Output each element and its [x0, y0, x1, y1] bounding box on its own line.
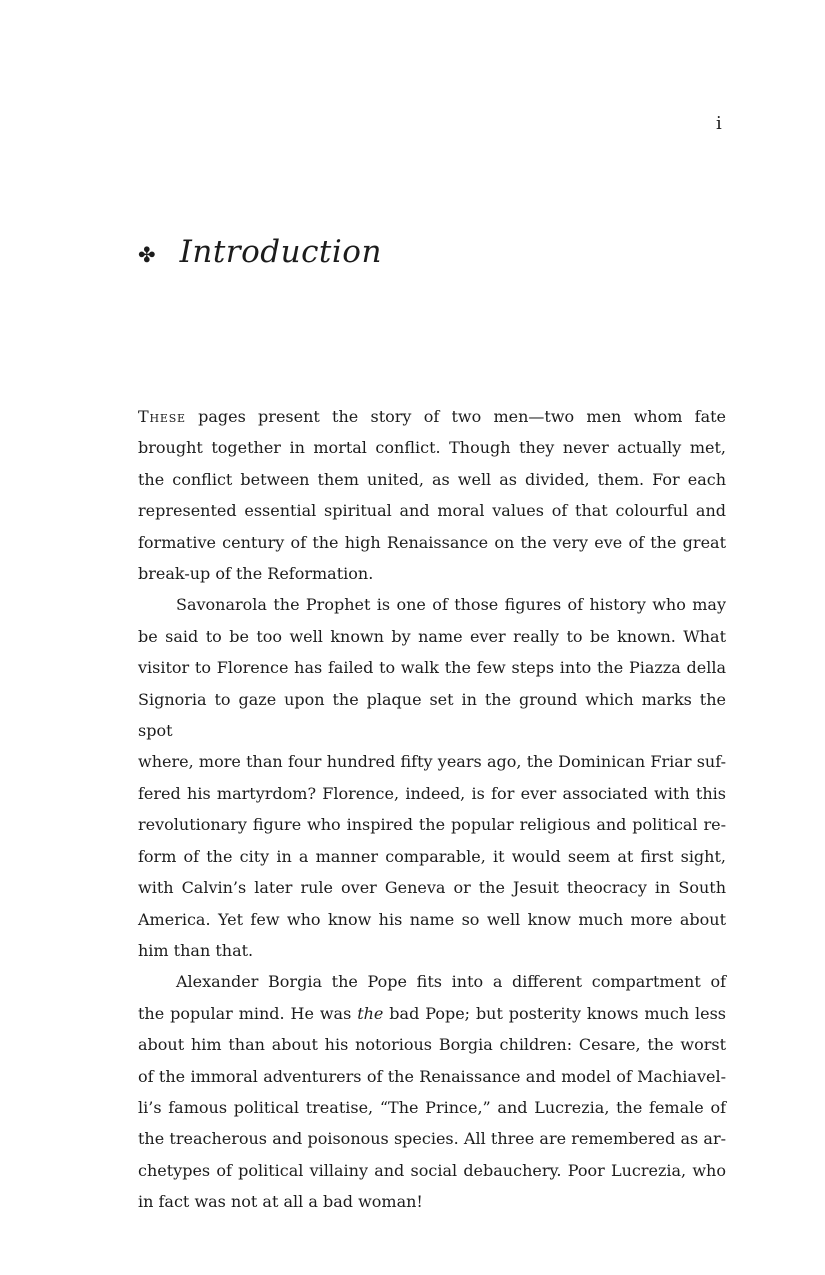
text-line	[138, 1092, 726, 1123]
text-line	[138, 1123, 726, 1154]
text-line	[138, 589, 726, 620]
text-segment: with Calvin’s later rule over Geneva or the Jesuit theocracy in South	[138, 878, 726, 898]
text-line	[138, 621, 726, 652]
text-line	[138, 1029, 726, 1060]
text-line	[138, 998, 726, 1029]
text-segment: where, more than four hundred fifty years ago, the Dominican Friar suf-	[138, 752, 726, 772]
text-line	[138, 652, 726, 683]
body-text	[138, 401, 726, 1218]
text-line	[138, 464, 726, 495]
text-segment: represented essential spiritual and moral values of that colourful and	[138, 501, 726, 521]
page-number: i	[716, 113, 722, 134]
paragraph	[138, 966, 726, 1217]
text-segment: form of the city in a manner comparable, it would seem at first sight,	[138, 846, 726, 866]
text-line	[138, 809, 726, 840]
text-line	[138, 841, 726, 872]
text-line	[138, 746, 726, 777]
text-segment: in fact was not at all a bad woman!	[138, 1192, 423, 1212]
text-segment: Signoria to gaze upon the plaque set in the ground which marks the spot	[138, 689, 726, 741]
paragraph	[138, 401, 726, 589]
text-line	[138, 527, 726, 558]
text-line	[138, 872, 726, 903]
text-segment: the popular mind. He was	[138, 1003, 358, 1023]
text-segment: formative century of the high Renaissance on the very eve of the great	[138, 532, 726, 552]
text-line	[138, 495, 726, 526]
text-segment: These	[138, 407, 186, 426]
text-segment: li’s famous political treatise, “The Prince,” and Lucrezia, the female of	[138, 1097, 726, 1117]
text-line	[138, 684, 726, 747]
text-line	[138, 904, 726, 935]
text-line	[138, 778, 726, 809]
paragraph	[138, 589, 726, 966]
text-segment: America. Yet few who know his name so well know much more about	[138, 909, 726, 929]
text-line	[138, 966, 726, 997]
text-line	[138, 1155, 726, 1186]
text-segment: chetypes of political villainy and social debauchery. Poor Lucrezia, who	[138, 1160, 726, 1180]
text-segment: revolutionary figure who inspired the popular religious and political re-	[138, 815, 726, 835]
text-segment: brought together in mortal conflict. Though they never actually met,	[138, 438, 726, 458]
text-segment: the conflict between them united, as well as divided, them. For each	[138, 469, 726, 489]
text-segment: Alexander Borgia the Pope fits into a different compartment of	[176, 972, 726, 992]
text-line	[138, 935, 726, 966]
chapter-title: Introduction	[179, 234, 382, 270]
text-segment: Savonarola the Prophet is one of those figures of history who may	[176, 595, 726, 615]
fleuron-ornament-icon: ✤	[138, 242, 156, 267]
text-segment: him than that.	[138, 940, 254, 960]
text-line	[138, 1061, 726, 1092]
text-segment: fered his martyrdom? Florence, indeed, is for ever associated with this	[138, 783, 726, 803]
text-line	[138, 558, 726, 589]
text-segment: of the immoral adventurers of the Renaissance and model of Machiavel-	[138, 1066, 726, 1086]
text-segment: the	[357, 1003, 384, 1023]
text-segment: break-up of the Reformation.	[138, 564, 374, 584]
text-line	[138, 401, 726, 432]
text-segment: pages present the story of two men—two men whom fate	[185, 407, 726, 426]
text-segment: visitor to Florence has failed to walk the few steps into the Piazza della	[138, 658, 726, 678]
text-line	[138, 1186, 726, 1217]
text-segment: bad Pope; but posterity knows much less	[383, 1003, 726, 1023]
text-segment: about him than about his notorious Borgia children: Cesare, the worst	[138, 1035, 726, 1055]
text-segment: be said to be too well known by name ever really to be known. What	[138, 626, 726, 646]
chapter-heading	[138, 234, 382, 271]
text-line	[138, 432, 726, 463]
text-segment: the treacherous and poisonous species. All three are remembered as ar-	[138, 1129, 726, 1149]
